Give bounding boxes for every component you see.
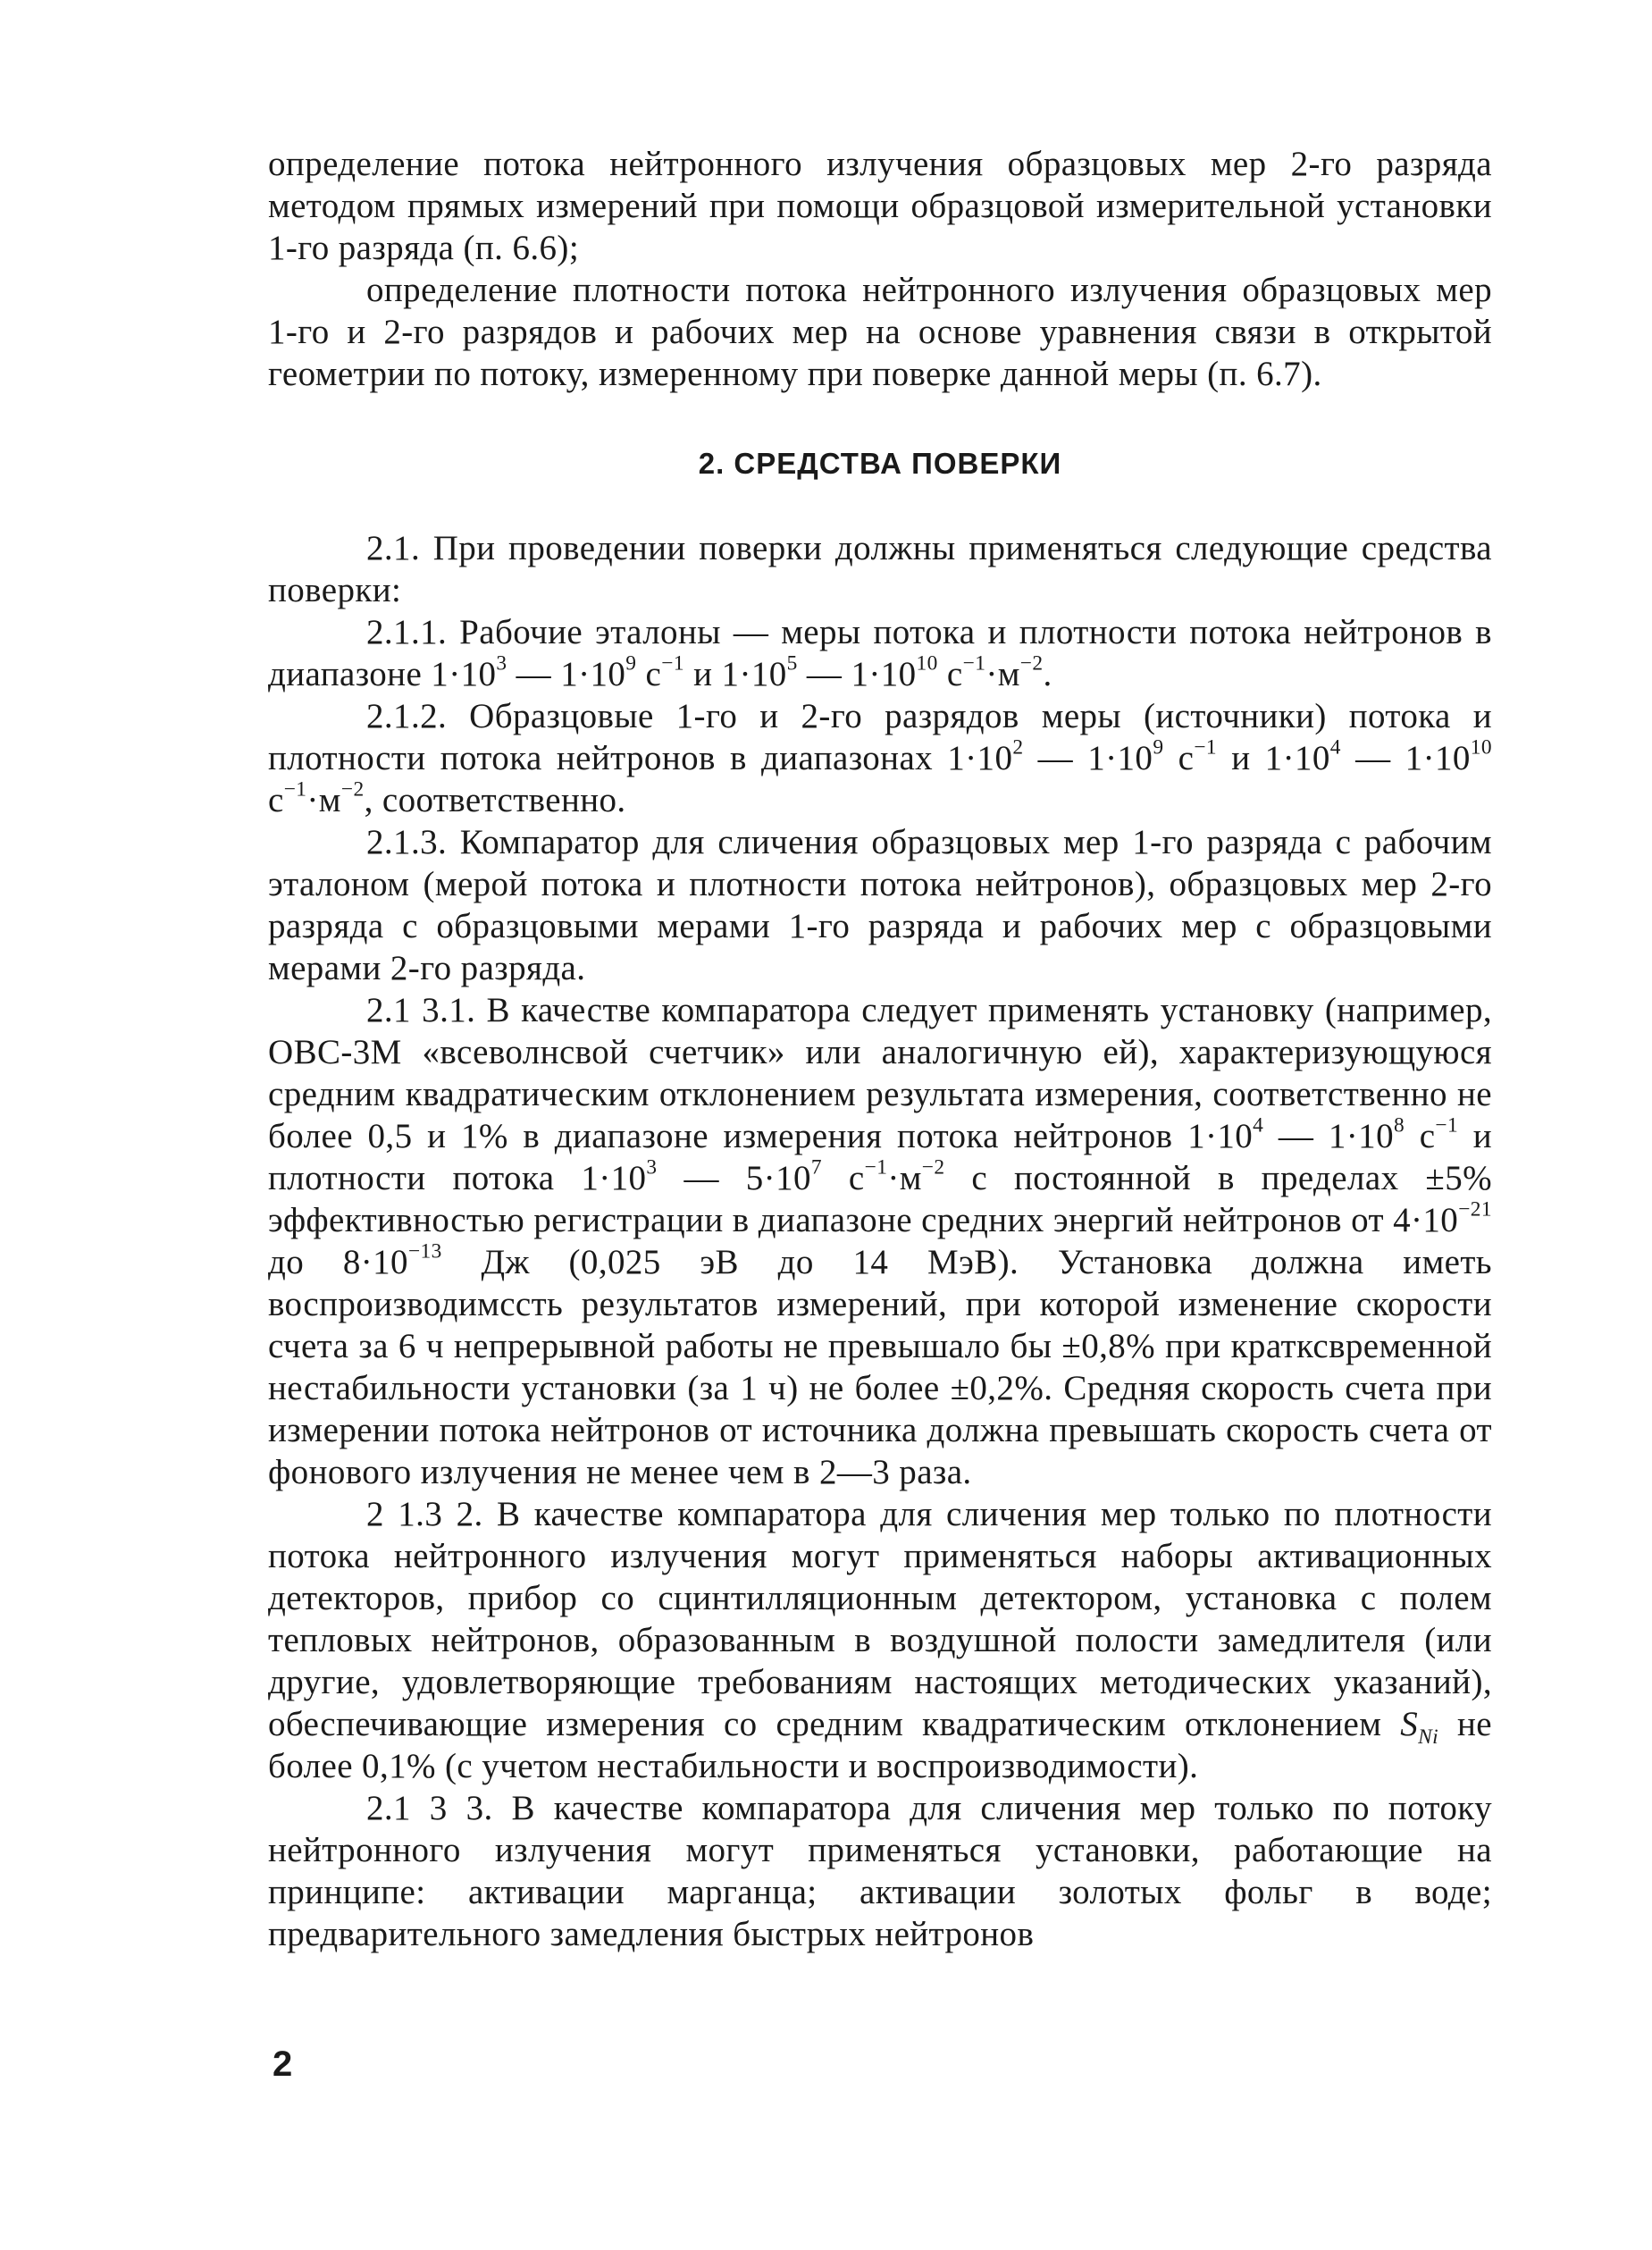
document-page — [268, 143, 1492, 1955]
paragraph-2-1-3-1: 2.1 3.1. В качестве компаратора следует применять установку (например, ОВС-3М «всеволнсвой счетчик» или аналогичную ей), характеризующуюся средним квадратическим отклонением результата измерения, соответственно не более 0,5 и 1% в диапазоне измерения потока нейтронов $1\cdot 10^4$ — $1\cdot 10^8$ $с^{-1}$ и плотности потока $1\cdot 10^3$ — $5\cdot 10^7$ $с^{-1}\cdot м^{-2}$ с постоянной в пределах ±5% эффективностью регистрации в диапазоне средних энергий нейтронов от $4\cdot 10^{-21}$ до $8\cdot 10^{-13}$ Дж (0,025 эВ до 14 МэВ). Установка должна иметь воспроизводимсcть результатов измерений, при которой изменение скорости счета за 6 ч непрерывной работы не превышало бы ±0,8% при кратксвременной нестабильности установки (за 1 ч) не более ±0,2%. Средняя скорость счета при измерении потока нейтронов от источника должна превышать скорость счета от фонового излучения не менее чем в 2—3 раза. — [268, 991, 1492, 1491]
intro-paragraph-1: определение потока нейтронного излучения образцовых мер 2-го разряда методом прямых измерений при помощи образцовой измерительной установки 1-го разряда (п. 6.6); — [268, 145, 1492, 267]
intro-paragraph-2: определение плотности потока нейтронного излучения образцовых мер 1-го и 2-го разрядов и рабочих мер на основе уравнения связи в открытой геометрии по потоку, измеренному при поверке данной меры (п. 6.7). — [268, 271, 1492, 393]
paragraph-2-1-3: 2.1.3. Компаратор для сличения образцовых мер 1-го разряда с рабочим эталоном (мерой потока и плотности потока нейтронов), образцовых мер 2-го разряда с образцовыми мерами 1-го разряда и рабочих мер с образцовыми мерами 2-го разряда. — [268, 823, 1492, 987]
section-heading: 2. СРЕДСТВА ПОВЕРКИ — [698, 447, 1062, 480]
page-number: 2 — [273, 2044, 293, 2084]
paragraph-2-1-1: 2.1.1. Рабочие эталоны — меры потока и плотности потока нейтронов в диапазоне $1\cdot 10^3$ — $1\cdot 10^9$ $с^{-1}$ и $1\cdot 10^5$ — $1\cdot 10^{10}$ $с^{-1}\cdot м^{-2}$. — [268, 613, 1492, 693]
paragraph-2-1: 2.1. При проведении поверки должны применяться следующие средства поверки: — [268, 529, 1492, 609]
paragraph-2-1-2: 2.1.2. Образцовые 1-го и 2-го разрядов меры (источники) потока и плотности потока нейтронов в диапазонах $1\cdot 10^2$ — $1\cdot 10^9$ $с^{-1}$ и $1\cdot 10^4$ — $1\cdot 10^{10}$ $с^{-1}\cdot м^{-2}$, соответственно. — [268, 697, 1492, 819]
paragraph-2-1-3-2: 2 1.3 2. В качестве компаратора для сличения мер только по плотности потока нейтронного излучения могут применяться наборы активационных детекторов, прибор со сцинтилляционным детектором, установка с полем тепловых нейтронов, образованным в воздушной полости замедлителя (или другие, удовлетворяющие требованиям настоящих методических указаний), обеспечивающие измерения со средним квадратическим отклонением $S_{Ni}$ не более 0,1% (с учетом нестабильности и воспроизводимости). — [268, 1495, 1492, 1785]
paragraph-2-1-3-3: 2.1 3 3. В качестве компаратора для сличения мер только по потоку нейтронного излучения могут применяться установки, работающие на принципе: активации марганца; активации золотых фольг в воде; предварительного замедления быстрых нейтронов — [268, 1789, 1492, 1953]
